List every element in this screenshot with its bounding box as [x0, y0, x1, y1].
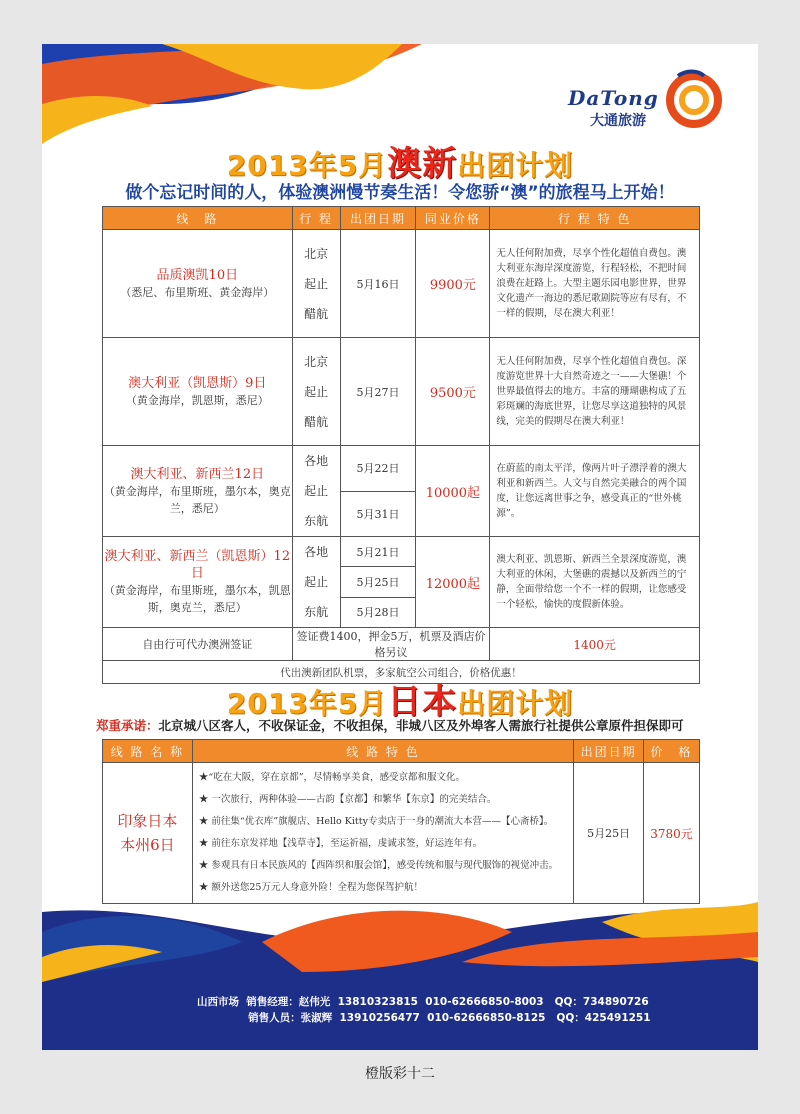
header-route-feature: 线 路 特 色 [192, 740, 573, 763]
header-price: 同业价格 [416, 207, 490, 230]
logo-english: DaTong [568, 86, 659, 110]
table-row [103, 763, 700, 904]
feature-item: ★ 额外送您25万元人身意外险！全程为您保驾护航！ [198, 882, 423, 893]
header-date: 出团日期 [340, 207, 416, 230]
desc-cell: 在蔚蓝的南太平洋，像两片叶子漂浮着的澳大利亚和新西兰。人文与自然完美融合的两个国度，让您远离世事之争，感受真正的“世外桃源”。 [490, 446, 700, 537]
bottom-waves-decoration [42, 902, 758, 1050]
desc-cell: 无人任何附加费，尽享个性化超值自费包。深度游览世界十大自然奇迹之一——大堡礁！个世界最值得去的地方。丰富的珊瑚礁构成了五彩斑斓的海底世界，让您尽享这道独特的风景线，完美的假期尽在澳大利亚！ [490, 338, 700, 446]
route-name-line: 本州6日 [120, 836, 175, 854]
price-cell: 10000起 [416, 446, 490, 537]
promise-label: 郑重承诺： [96, 718, 159, 733]
table-row [103, 338, 700, 446]
date-cell: 5月25日 [340, 567, 416, 597]
date-cell: 5月27日 [340, 338, 416, 446]
feature-item: ★“吃在大阪，穿在京都”，尽情畅享美食，感受京都和服文化。 [198, 772, 466, 783]
route-name: 澳大利亚、新西兰12日 [130, 466, 265, 482]
desc-cell: 无人任何附加费，尽享个性化超值自费包。澳大利亚东海岸深度游览，行程轻松，不把时间浪费在赶路上。大型主题乐园电影世界，世界文化遗产一海边的悉尼歌剧院等应有尽有，不一样的假期，尽在澳大利亚！ [490, 230, 700, 338]
contacts [197, 994, 737, 1026]
datong-logo [568, 56, 718, 136]
title1-highlight: 澳新 [387, 144, 458, 184]
promise-line [96, 716, 756, 734]
date-cell: 5月16日 [340, 230, 416, 338]
trip-line: 各地 [304, 545, 329, 559]
features-cell [192, 763, 573, 904]
header-feature: 行 程 特 色 [490, 207, 700, 230]
table1-footer: 代出澳新团队机票，多家航空公司组合，价格优惠！ [103, 661, 700, 684]
logo-chinese: 大通旅游 [590, 113, 646, 129]
japan-table [102, 739, 700, 904]
date-cell: 5月22日 [340, 446, 416, 492]
visa-detail: 签证费1400，押金5万，机票及酒店价格另议 [292, 628, 490, 661]
feature-item: ★ 前往东京发祥地【浅草寺】，至运祈福，虔诚求签，好运连年有。 [198, 838, 483, 849]
route-name-cell [103, 763, 193, 904]
header-trip: 行 程 [292, 207, 340, 230]
trip-line: 北京 [304, 246, 329, 261]
route-sub: （黄金海岸，布里斯班，墨尔本，奥克兰，悉尼） [103, 484, 291, 515]
desc-cell: 澳大利亚、凯恩斯、新西兰全景深度游览，澳大利亚的休闲，大堡礁的震撼以及新西兰的宁静，全面带给您一个不一样的假期，让您感受一个轻松，愉快的度假新体验。 [490, 537, 700, 628]
table-row [103, 537, 700, 567]
trip-line: 东航 [304, 514, 329, 528]
title1-post: 出团计划 [457, 149, 574, 182]
price-cell: 3780元 [644, 763, 700, 904]
contact-line: 山西市场 销售经理：赵伟光 13810323815 010-62666850-8003 QQ：734890726 [197, 996, 649, 1008]
feature-item: ★ 参观具有日本民族风的【西阵织和服会馆】，感受传统和服与现代服饰的视觉冲击。 [198, 860, 559, 871]
title1-pre: 2013年5月 [226, 149, 388, 182]
price-cell: 9900元 [416, 230, 490, 338]
route-name: 澳大利亚（凯恩斯）9日 [128, 375, 267, 391]
trip-cell [292, 338, 340, 446]
title2-highlight: 日本 [387, 682, 458, 722]
table1-header [103, 207, 700, 230]
header-route-name: 线 路 名 称 [103, 740, 193, 763]
table-row [103, 230, 700, 338]
contact-line: 销售人员：张淑辉 13910256477 010-62666850-8125 QQ：425491251 [197, 1012, 651, 1024]
trip-line: 起止 [304, 575, 329, 589]
route-sub: （悉尼、布里斯班、黄金海岸） [120, 285, 275, 299]
price-cell: 12000起 [416, 537, 490, 628]
route-name: 澳大利亚、新西兰（凯恩斯）12日 [104, 549, 291, 581]
route-name-cell [103, 446, 293, 537]
aus-nz-table [102, 206, 700, 684]
trip-line: 各地 [304, 454, 329, 468]
swirl-logo-icon [664, 68, 724, 128]
slogan: 做个忘记时间的人，体验澳洲慢节奏生活！令您骄“澳”的旅程马上开始！ [125, 183, 675, 203]
visa-row [103, 628, 700, 661]
date-cell: 5月25日 [574, 763, 644, 904]
title2-post: 出团计划 [457, 687, 574, 720]
flyer-sheet [42, 44, 758, 1050]
date-cell: 5月21日 [340, 537, 416, 567]
trip-line: 北京 [304, 354, 329, 369]
visa-price: 1400元 [490, 628, 700, 661]
header-route: 线 路 [103, 207, 293, 230]
route-name-cell [103, 230, 293, 338]
table-row [103, 446, 700, 492]
trip-line: 起止 [304, 384, 329, 399]
trip-cell [292, 446, 340, 537]
header-price: 价 格 [644, 740, 700, 763]
route-name-cell [103, 537, 293, 628]
title2-pre: 2013年5月 [226, 687, 388, 720]
date-cell: 5月31日 [340, 491, 416, 537]
header-date: 出团日期 [574, 740, 644, 763]
trip-line: 东航 [304, 605, 329, 619]
date-cell: 5月28日 [340, 597, 416, 627]
feature-item: ★ 一次旅行，两种体验——古韵【京都】和繁华【东京】的完美结合。 [198, 794, 497, 805]
trip-line: 醋航 [304, 414, 329, 429]
trip-cell [292, 537, 340, 628]
price-cell: 9500元 [416, 338, 490, 446]
route-sub: （黄金海岸，布里斯班，墨尔本，凯恩斯，奥克兰，悉尼） [103, 584, 291, 614]
trip-cell [292, 230, 340, 338]
edition-code: 橙版彩十二 [365, 1066, 435, 1082]
route-name-line: 印象日本 [117, 812, 178, 830]
visa-label: 自由行可代办澳洲签证 [103, 628, 293, 661]
trip-line: 醋航 [304, 306, 329, 321]
route-name: 品质澳凯10日 [156, 267, 239, 283]
promise-text: 北京城八区客人，不收保证金，不收担保，非城八区及外埠客人需旅行社提供公章原件担保即可 [158, 718, 684, 733]
route-sub: （黄金海岸，凯恩斯，悉尼） [125, 393, 269, 407]
feature-item: ★ 前往集“优衣库”旗舰店、Hello Kitty专卖店于一身的潮流大本营——【心斋桥】。 [198, 816, 554, 827]
table2-header [103, 740, 700, 763]
trip-line: 起止 [304, 484, 329, 498]
route-name-cell [103, 338, 293, 446]
trip-line: 起止 [304, 276, 329, 291]
